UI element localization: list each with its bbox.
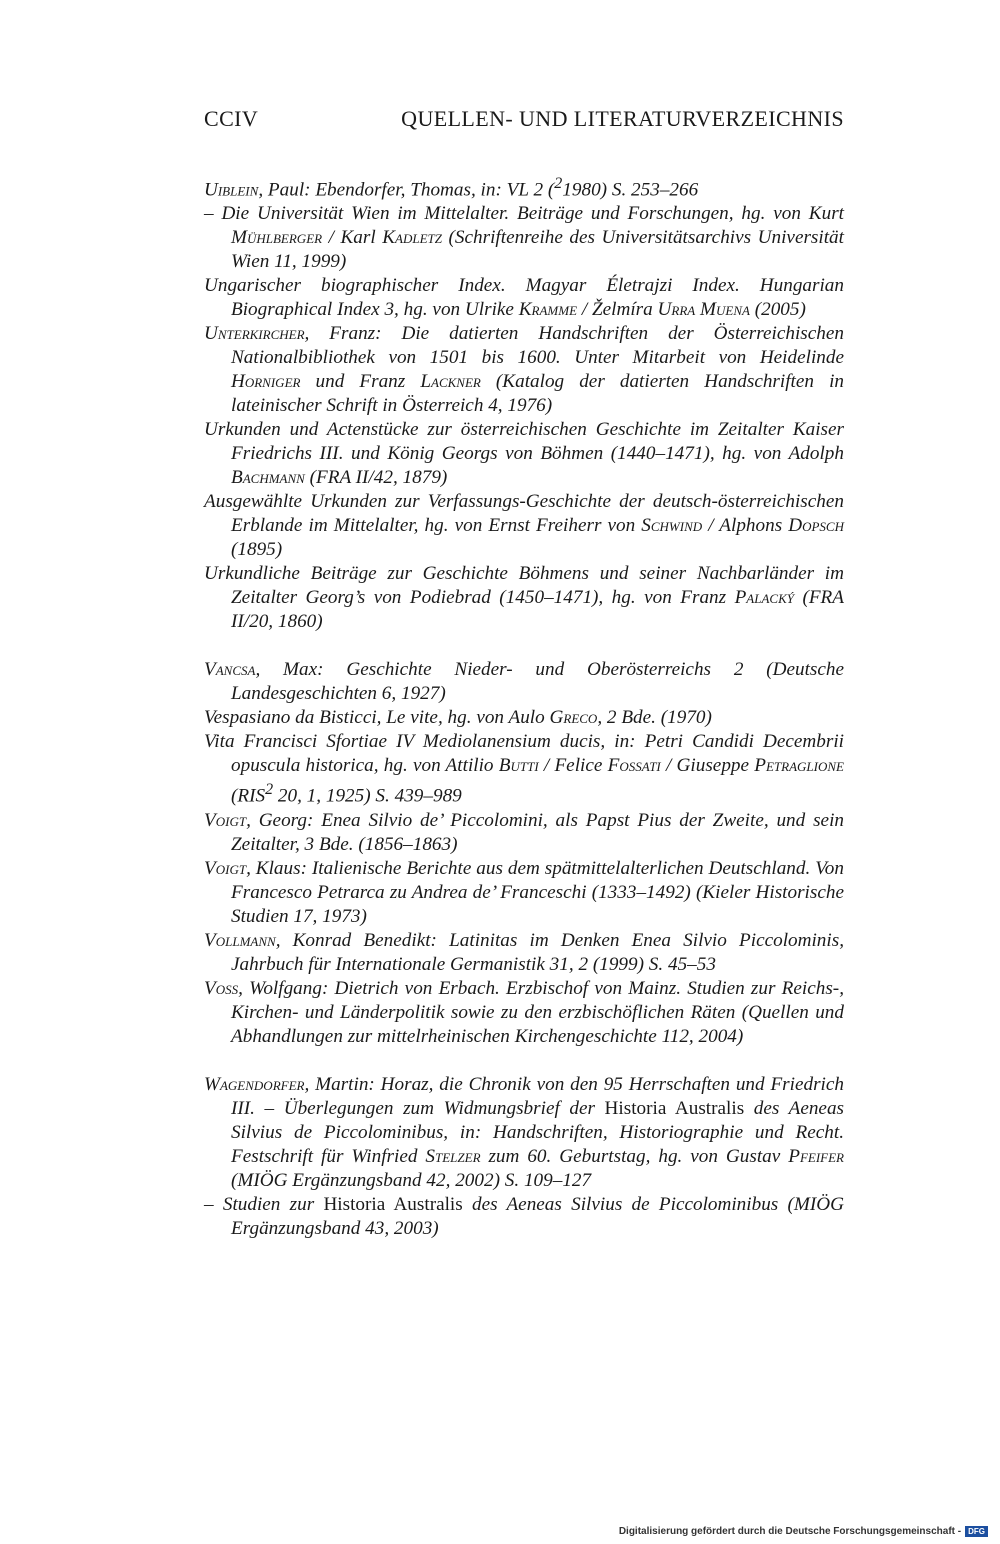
page-header	[204, 106, 844, 132]
bibliography-entry: Uiblein, Paul: Ebendorfer, Thomas, in: VL 2 ($^2$1980) S. 253–266	[204, 175, 699, 201]
bibliography-entry: – Studien zur Historia Australis des Aeneas Silvius de Piccolominibus (MIÖG Ergänzungsband 43, 2003)	[204, 1193, 844, 1239]
bibliography-list	[204, 172, 844, 1241]
bibliography-entry: – Die Universität Wien im Mittelalter. Beiträge und Forschungen, hg. von Kurt Mühlberger / Karl Kadletz (Schriftenreihe des Universitätsarchivs Universität Wien 11, 1999)	[204, 203, 844, 273]
bibliography-entry: Ungarischer biographischer Index. Magyar Életrajzi Index. Hungarian Biographical Index 3, hg. von Ulrike Kramme / Želmíra Urra Muena (2005)	[204, 275, 844, 321]
section-gap	[204, 634, 844, 658]
bibliography-entry: Ausgewählte Urkunden zur Verfassungs-Geschichte der deutsch-österreichischen Erblande im Mittelalter, hg. von Ernst Freiherr von Schwind / Alphons Dopsch (1895)	[204, 491, 844, 561]
bibliography-entry: Urkunden und Actenstücke zur österreichischen Geschichte im Zeitalter Kaiser Friedrichs III. und König Georgs von Böhmen (1440–1471), hg. von Adolph Bachmann (FRA II/42, 1879)	[204, 419, 844, 489]
bibliography-entry: Vespasiano da Bisticci, Le vite, hg. von Aulo Greco, 2 Bde. (1970)	[204, 707, 712, 729]
bibliography-entry: Wagendorfer, Martin: Horaz, die Chronik von den 95 Herrschaften und Friedrich III. – Überlegungen zum Widmungsbrief der Historia Australis des Aeneas Silvius de Piccolominibus, in: Handschriften, Historiographie und Recht. Festschrift für Winfried Stelzer zum 60. Geburtstag, hg. von Gustav Pfeifer (MIÖG Ergänzungsband 42, 2002) S. 109–127	[204, 1073, 845, 1191]
bibliography-entry: Voigt, Georg: Enea Silvio de’ Piccolomini, als Papst Pius der Zweite, und sein Zeitalter, 3 Bde. (1856–1863)	[204, 809, 844, 855]
running-title: QUELLEN- UND LITERATURVERZEICHNIS	[401, 106, 844, 131]
page-number: CCIV	[204, 106, 259, 131]
bibliography-entry: Unterkircher, Franz: Die datierten Handschriften der Österreichischen Nationalbibliothek von 1501 bis 1600. Unter Mitarbeit von Heidelinde Horniger und Franz Lackner (Katalog der datierten Handschriften in lateinischer Schrift in Österreich 4, 1976)	[204, 323, 844, 417]
bibliography-entry: Vancsa, Max: Geschichte Nieder- und Oberösterreichs 2 (Deutsche Landesgeschichten 6, 1927)	[204, 659, 844, 705]
bibliography-entry: Vita Francisci Sfortiae IV Mediolanensium ducis, in: Petri Candidi Decembrii opuscula historica, hg. von Attilio Butti / Felice Fossati / Giuseppe Petraglione (RIS$^2$ 20, 1, 1925) S. 439–989	[204, 731, 844, 807]
section-gap	[204, 1049, 844, 1073]
bibliography-entry: Urkundliche Beiträge zur Geschichte Böhmens und seiner Nachbarländer im Zeitalter Georg’s von Podiebrad (1450–1471), hg. von Franz Palacký (FRA II/20, 1860)	[204, 563, 844, 633]
digitization-credit	[619, 1526, 988, 1537]
bibliography-entry: Voigt, Klaus: Italienische Berichte aus dem spätmittelalterlichen Deutschland. Von Francesco Petrarca zu Andrea de’ Franceschi (1333–1492) (Kieler Historische Studien 17, 1973)	[204, 857, 844, 927]
dfg-logo: DFG	[965, 1526, 988, 1537]
bibliography-entry: Voss, Wolfgang: Dietrich von Erbach. Erzbischof von Mainz. Studien zur Reichs-, Kirchen- und Länderpolitik sowie zu den erzbischöflichen Räten (Quellen und Abhandlungen zur mittelrheinischen Kirchengeschichte 112, 2004)	[204, 977, 844, 1047]
bibliography-entry: Vollmann, Konrad Benedikt: Latinitas im Denken Enea Silvio Piccolominis, Jahrbuch für Internationale Germanistik 31, 2 (1999) S. 45–53	[204, 929, 844, 975]
credit-text: Digitalisierung gefördert durch die Deutsche Forschungsgemeinschaft -	[618, 1526, 962, 1537]
